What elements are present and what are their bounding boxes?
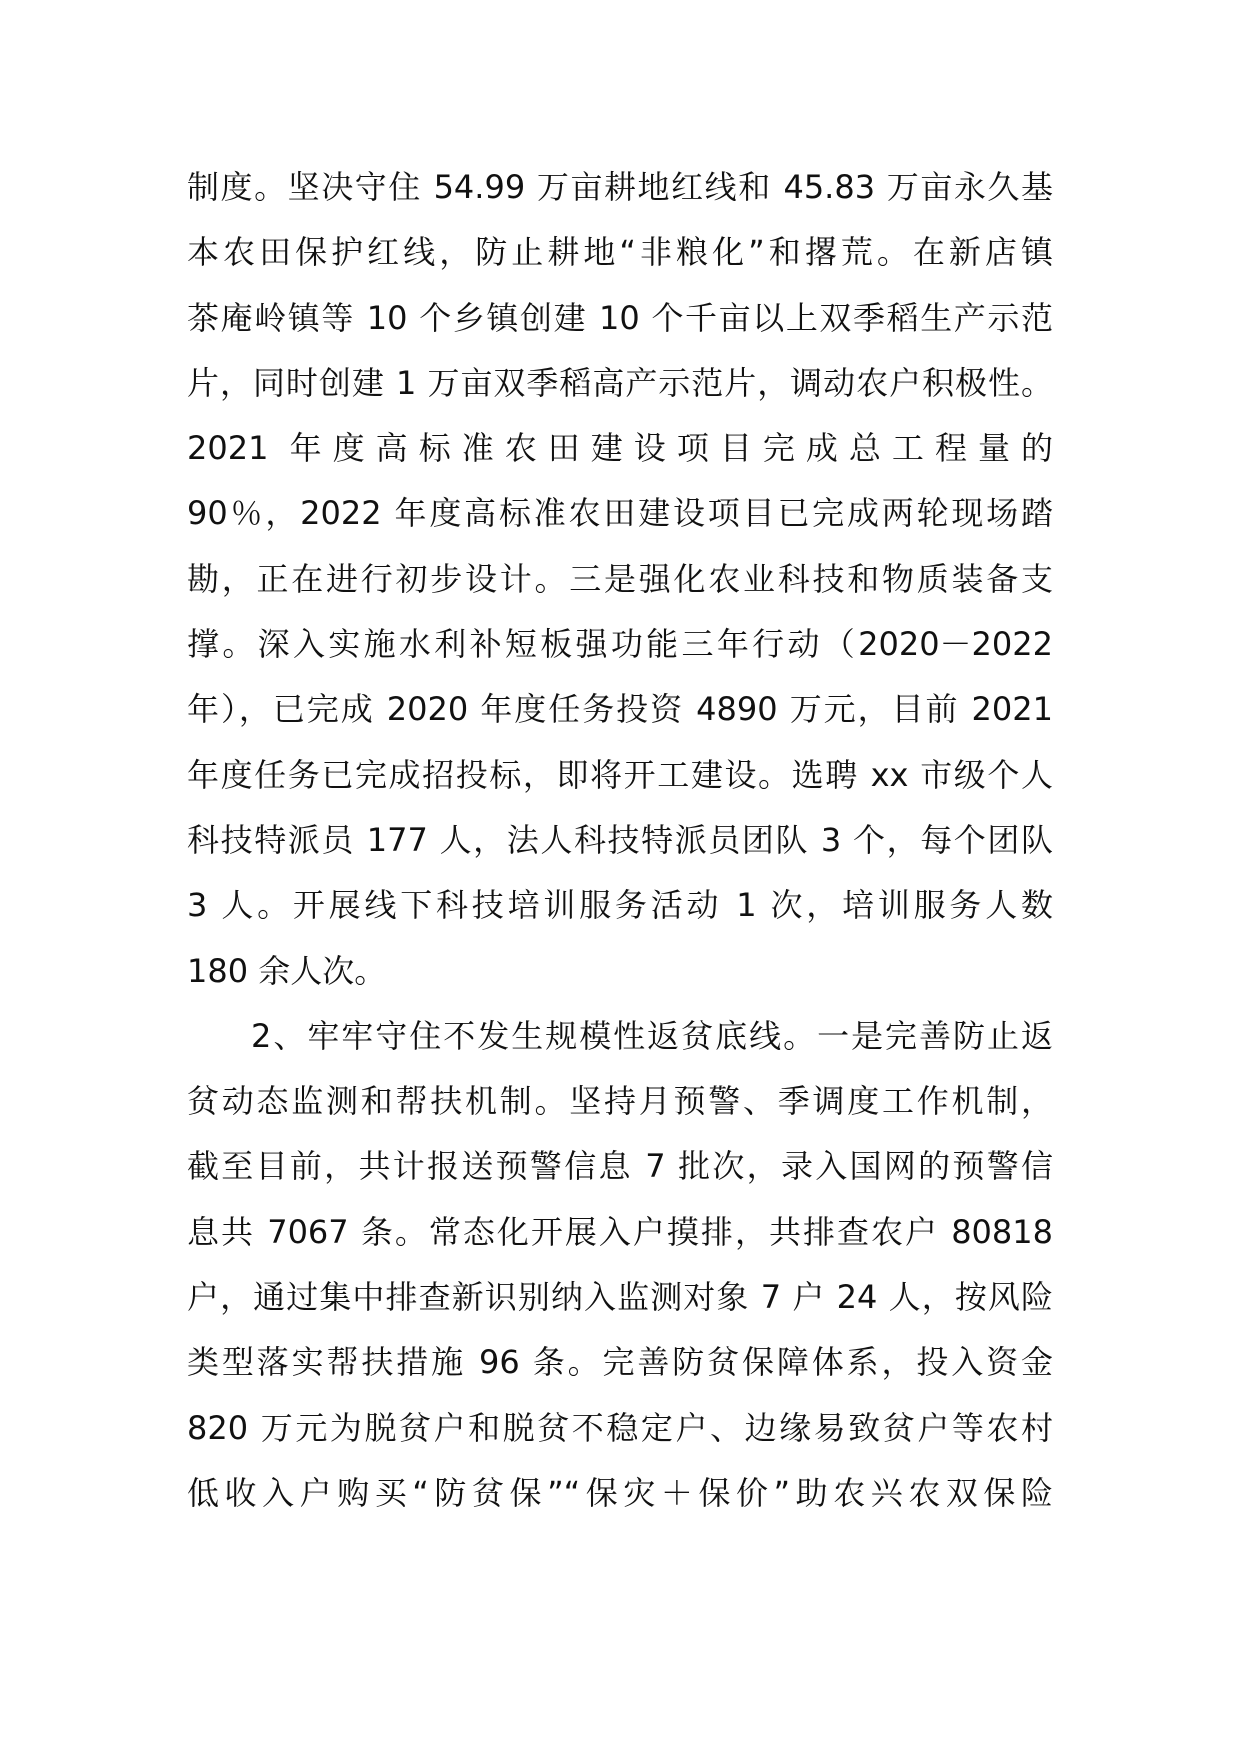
text-line: 3 人。开展线下科技培训服务活动 1 次，培训服务人数 [187,886,1053,925]
text-line: 片，同时创建 1 万亩双季稻高产示范片，调动农户积极性。 [187,363,1053,402]
text-line: 贫动态监测和帮扶机制。坚持月预警、季调度工作机制， [187,1082,1053,1121]
text-line: 2021 年度高标准农田建设项目完成总工程量的 [187,429,1053,468]
text-line: 年），已完成 2020 年度任务投资 4890 万元，目前 2021 [187,690,1053,729]
text-line: 科技特派员 177 人，法人科技特派员团队 3 个，每个团队 [187,820,1053,859]
paragraph-last-line: 180 余人次。 [187,951,387,990]
text-line: 年度任务已完成招投标，即将开工建设。选聘 xx 市级个人 [187,755,1053,794]
text-line: 勘，正在进行初步设计。三是强化农业科技和物质装备支 [187,559,1053,598]
body-text [187,155,1053,1526]
text-line: 息共 7067 条。常态化开展入户摸排，共排查农户 80818 [187,1212,1053,1251]
text-line: 820 万元为脱贫户和脱贫不稳定户、边缘易致贫户等农村 [187,1408,1053,1447]
text-line: 截至目前，共计报送预警信息 7 批次，录入国网的预警信 [187,1147,1053,1186]
text-line: 户，通过集中排查新识别纳入监测对象 7 户 24 人，按风险 [187,1278,1053,1317]
text-line: 90％，2022 年度高标准农田建设项目已完成两轮现场踏 [187,494,1053,533]
text-line: 制度。坚决守住 54.99 万亩耕地红线和 45.83 万亩永久基 [187,168,1053,206]
text-line: 低收入户购买“防贫保”“保灾＋保价”助农兴农双保险 [187,1473,1053,1512]
text-line: 撑。深入实施水利补短板强功能三年行动（2020－2022 [187,625,1053,664]
text-line: 本农田保护红线，防止耕地“非粮化”和撂荒。在新店镇 [187,233,1053,272]
text-line: 类型落实帮扶措施 96 条。完善防贫保障体系，投入资金 [187,1343,1053,1382]
text-line: 茶庵岭镇等 10 个乡镇创建 10 个千亩以上双季稻生产示范 [187,298,1053,337]
paragraph-first-line: 2、牢牢守住不发生规模性返贫底线。一是完善防止返 [251,1016,1053,1055]
